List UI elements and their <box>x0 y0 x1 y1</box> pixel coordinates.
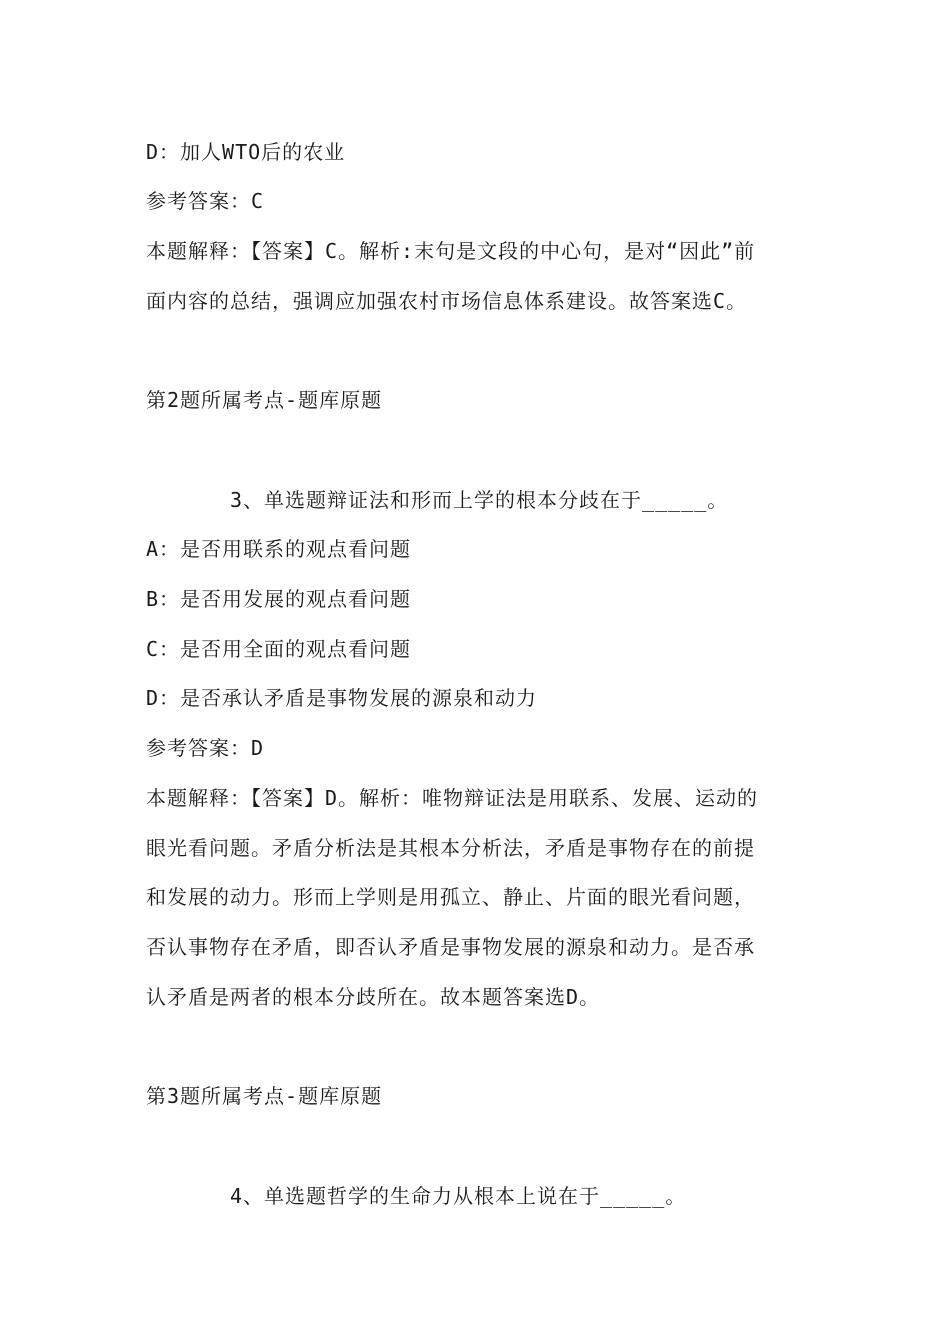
q3-explanation-line-5: 认矛盾是两者的根本分歧所在。故本题答案选D。 <box>146 985 601 1009</box>
q3-title: 3、单选题辩证法和形而上学的根本分歧在于_____。 <box>230 488 729 512</box>
q2-explanation-line-2: 面内容的总结，强调应加强农村市场信息体系建设。故答案选C。 <box>146 289 748 313</box>
q3-option-b: B：是否用发展的观点看问题 <box>146 587 412 611</box>
q2-answer: 参考答案：C <box>146 189 265 213</box>
q3-explanation-line-1: 本题解释：【答案】D。解析：唯物辩证法是用联系、发展、运动的 <box>146 786 759 810</box>
q3-explanation-line-4: 否认事物存在矛盾，即否认矛盾是事物发展的源泉和动力。是否承 <box>146 935 755 959</box>
q2-option-d: D：加人WTO后的农业 <box>146 140 346 164</box>
q3-option-c: C：是否用全面的观点看问题 <box>146 637 412 661</box>
q2-explanation-line-1: 本题解释：【答案】C。解析:末句是文段的中心句，是对“因此”前 <box>146 239 756 263</box>
q2-topic: 第2题所属考点-题库原题 <box>146 388 383 412</box>
q3-explanation-line-2: 眼光看问题。矛盾分析法是其根本分析法，矛盾是事物存在的前提 <box>146 836 755 860</box>
q3-option-a: A：是否用联系的观点看问题 <box>146 537 412 561</box>
q4-title: 4、单选题哲学的生命力从根本上说在于_____。 <box>230 1184 687 1208</box>
q3-topic: 第3题所属考点-题库原题 <box>146 1084 383 1108</box>
q3-option-d: D：是否承认矛盾是事物发展的源泉和动力 <box>146 686 538 710</box>
q3-answer: 参考答案：D <box>146 736 265 760</box>
q3-explanation-line-3: 和发展的动力。形而上学则是用孤立、静止、片面的眼光看问题， <box>146 885 755 909</box>
